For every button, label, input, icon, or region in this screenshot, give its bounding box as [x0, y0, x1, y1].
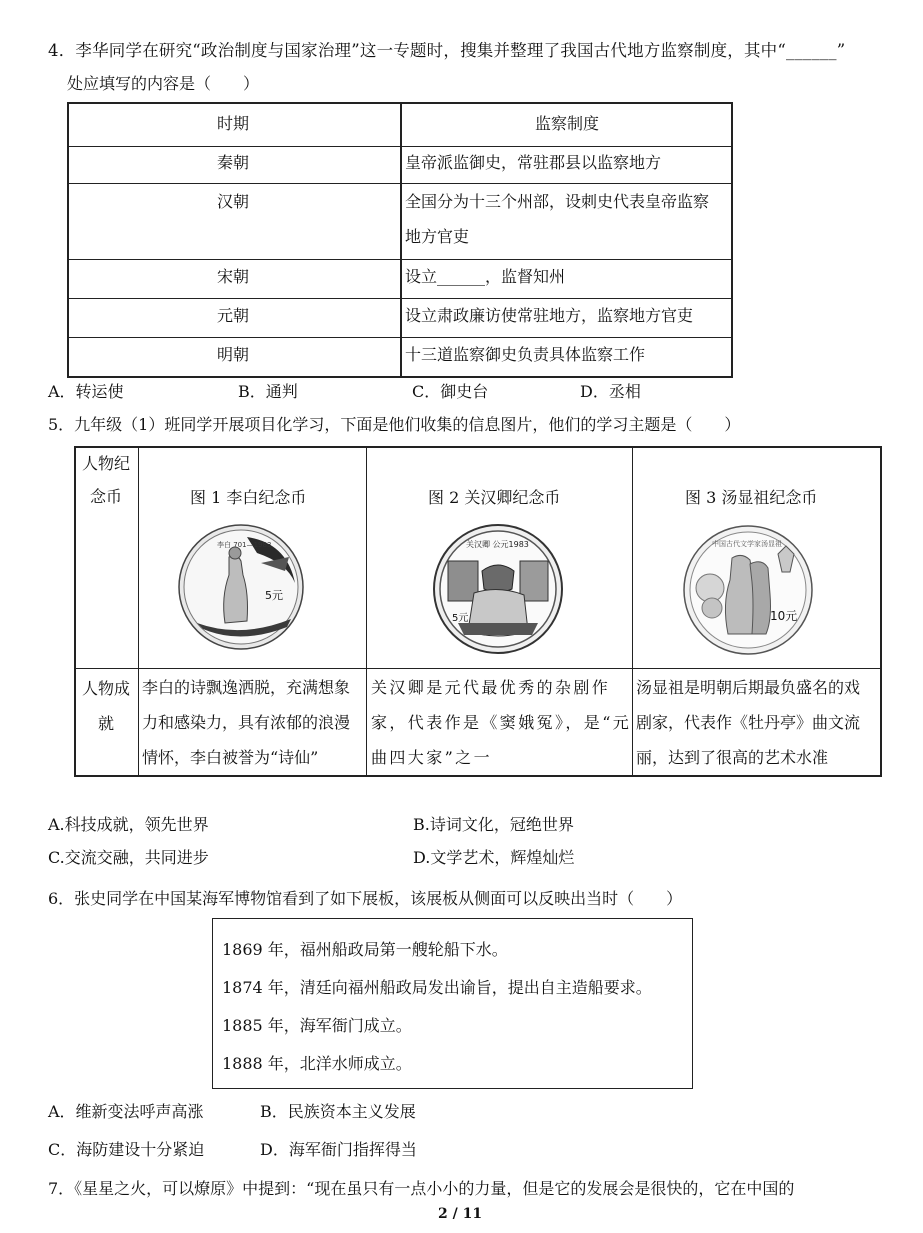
- tangxianzu-coin-image: [682, 524, 814, 656]
- q5-row2-label: 就: [98, 714, 115, 733]
- q5-col-line: [366, 448, 367, 775]
- libai-achievement: 李白的诗飘逸洒脱，充满想象 力和感染力，具有浓郁的浪漫 情怀，李白被誉为“诗仙”: [142, 678, 351, 767]
- q5-row-line: [76, 668, 880, 669]
- q4-option-d[interactable]: D．丞相: [580, 382, 641, 401]
- q5-option-b[interactable]: B.诗词文化，冠绝世界: [413, 815, 574, 834]
- q4-period: 明朝: [217, 345, 250, 364]
- q4-header-period: 时期: [217, 114, 250, 133]
- q4-option-a[interactable]: A．转运使: [48, 382, 124, 401]
- page-number: 2 / 11: [438, 1206, 483, 1222]
- q4-system: 设立______，监督知州: [405, 267, 566, 286]
- coin-caption: 图 2 关汉卿纪念币: [428, 488, 561, 507]
- q6-stem: 6．张史同学在中国某海军博物馆看到了如下展板，该展板从侧面可以反映出当时（ ）: [48, 889, 683, 908]
- libai-coin-top-text: 李白 701—1983: [217, 541, 272, 549]
- libai-coin-denomination: 5元: [265, 589, 283, 602]
- guanhanqing-coin-image: [432, 523, 564, 655]
- q6-board-line: 1869 年，福州船政局第一艘轮船下水。: [222, 940, 508, 959]
- q4-system: 皇帝派监御史，常驻郡县以监察地方: [405, 153, 662, 172]
- q5-option-d[interactable]: D.文学艺术，辉煌灿烂: [413, 848, 575, 867]
- q4-option-b[interactable]: B．通判: [238, 382, 298, 401]
- q5-stem: 5．九年级（1）班同学开展项目化学习，下面是他们收集的信息图片，他们的学习主题是（ ）: [48, 415, 741, 434]
- q4-period: 汉朝: [217, 192, 250, 211]
- q4-option-c[interactable]: C．御史台: [412, 382, 489, 401]
- q6-exhibit-board: [212, 918, 693, 1089]
- q4-row-line: [69, 259, 731, 260]
- q4-row-line: [69, 183, 731, 184]
- q5-row1-label: 念币: [90, 487, 123, 506]
- coin-caption: 图 3 汤显祖纪念币: [685, 488, 818, 507]
- libai-coin-image: [177, 523, 305, 651]
- q6-option-c[interactable]: C．海防建设十分紧迫: [48, 1140, 205, 1159]
- q4-table-divider: [400, 104, 402, 376]
- q4-period: 秦朝: [217, 153, 250, 172]
- q4-period: 宋朝: [217, 267, 250, 286]
- q5-row1-label: 人物纪: [82, 454, 131, 473]
- q4-row-line: [69, 337, 731, 338]
- guanhanqing-achievement: 关汉卿是元代最优秀的杂剧作 家，代表作是《窦娥冤》，是“元 曲四大家”之一: [371, 678, 632, 767]
- q6-board-line: 1885 年，海军衙门成立。: [222, 1016, 412, 1035]
- q4-row-line: [69, 146, 731, 147]
- q6-option-b[interactable]: B．民族资本主义发展: [260, 1102, 416, 1121]
- q4-stem-line2: 处应填写的内容是（ ）: [67, 74, 260, 93]
- q4-system: 设立肃政廉访使常驻地方，监察地方官吏: [405, 306, 694, 325]
- tangxianzu-achievement: 汤显祖是明朝后期最负盛名的戏 剧家，代表作《牡丹亭》曲文流 丽，达到了很高的艺术水准: [636, 678, 861, 767]
- q5-option-c[interactable]: C.交流交融，共同进步: [48, 848, 209, 867]
- q4-table: [67, 102, 733, 378]
- q5-col-line: [632, 448, 633, 775]
- q5-table: [74, 446, 882, 777]
- q6-board-line: 1888 年，北洋水师成立。: [222, 1054, 412, 1073]
- q5-option-a[interactable]: A.科技成就，领先世界: [48, 815, 209, 834]
- q4-system: 地方官吏: [405, 227, 470, 246]
- q4-row-line: [69, 298, 731, 299]
- q4-period: 元朝: [217, 306, 250, 325]
- guanhanqing-coin-top-text: 关汉卿 公元1983: [466, 540, 529, 549]
- q4-stem-line1: 4．李华同学在研究“政治制度与国家治理”这一专题时，搜集并整理了我国古代地方监察制度，其中“______”: [48, 41, 846, 60]
- q4-system: 全国分为十三个州部，设刺史代表皇帝监察: [405, 192, 710, 211]
- q5-col-line: [138, 448, 139, 775]
- coin-caption: 图 1 李白纪念币: [190, 488, 307, 507]
- tangxianzu-coin-denomination: 10元: [770, 609, 798, 623]
- q4-header-system: 监察制度: [535, 114, 600, 133]
- tangxianzu-coin-top-text: 中国古代文学家汤显祖: [712, 540, 782, 548]
- q4-system: 十三道监察御史负责具体监察工作: [405, 345, 646, 364]
- q6-option-a[interactable]: A．维新变法呼声高涨: [48, 1102, 204, 1121]
- q6-option-d[interactable]: D．海军衙门指挥得当: [260, 1140, 417, 1159]
- q6-board-line: 1874 年，清廷向福州船政局发出谕旨，提出自主造船要求。: [222, 978, 652, 997]
- q5-row2-label: 人物成: [82, 679, 131, 698]
- q7-stem: 7．《星星之火，可以燎原》中提到：“现在虽只有一点小小的力量，但是它的发展会是很快的，它在中国的: [48, 1179, 795, 1198]
- guanhanqing-coin-denomination: 5元: [452, 613, 469, 624]
